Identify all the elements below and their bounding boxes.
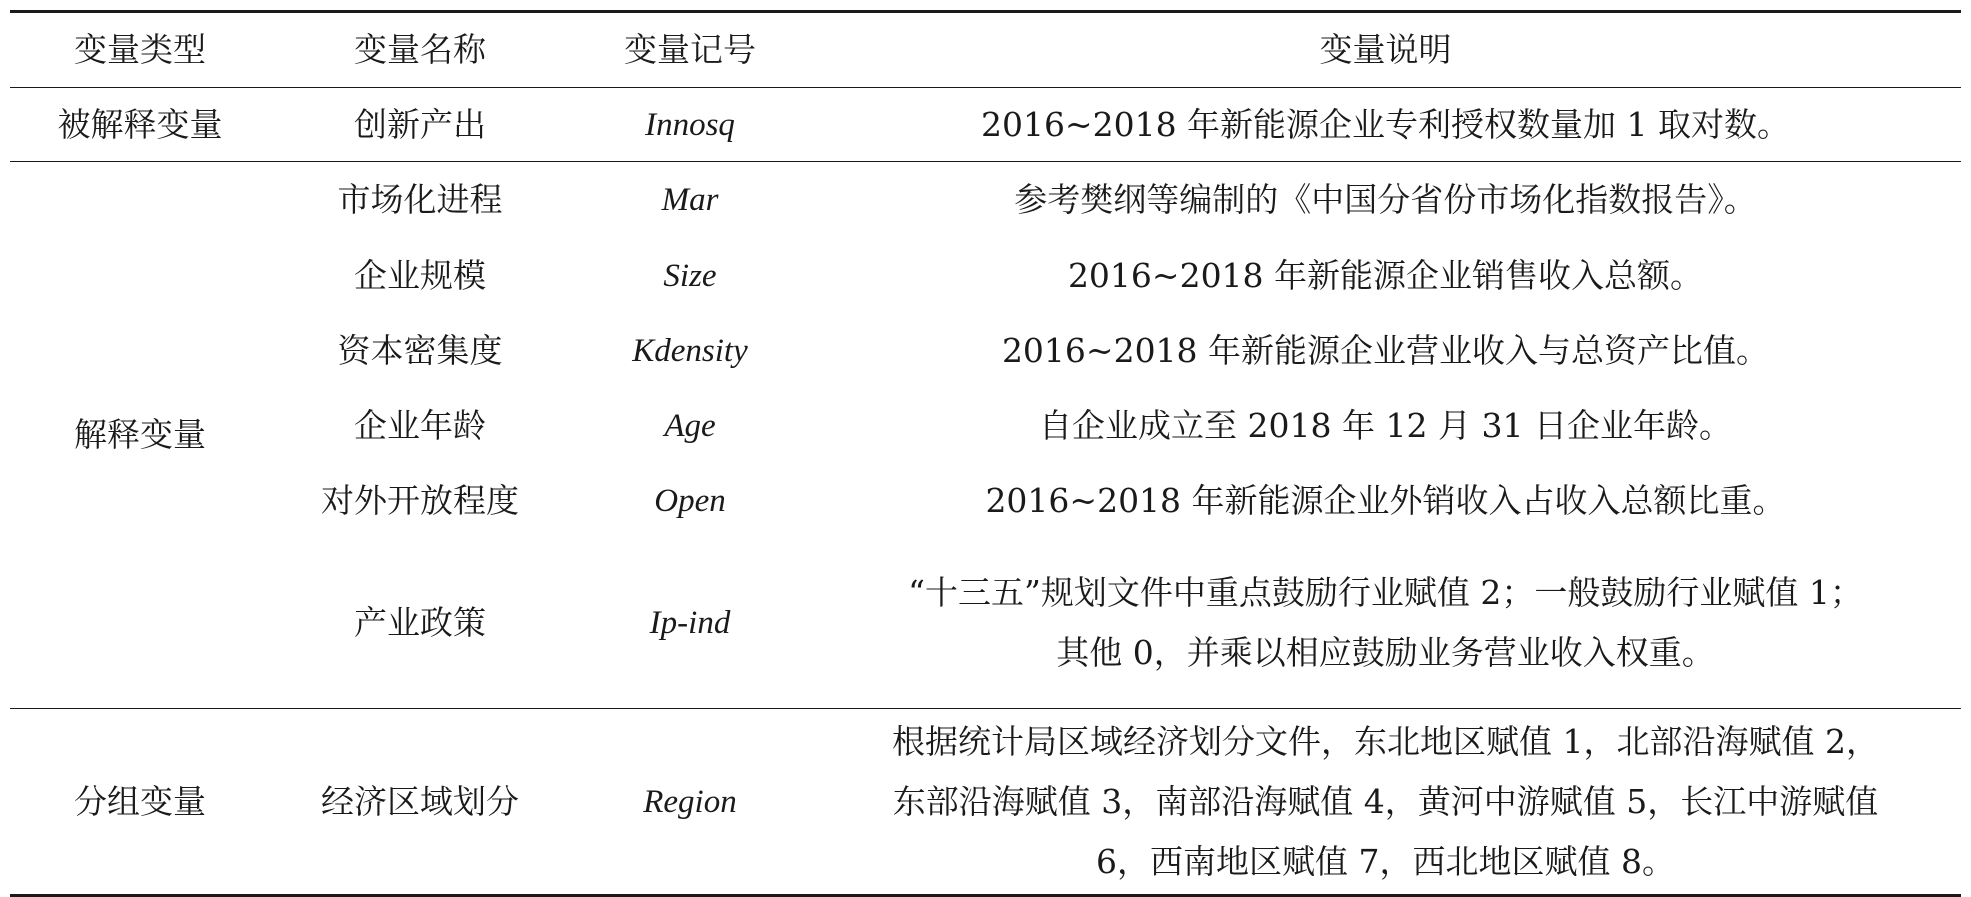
- variable-name-cell: 产业政策: [270, 538, 570, 709]
- table-row: [10, 162, 1961, 239]
- variable-description-cell: [810, 463, 1961, 538]
- variable-symbol-cell: Open: [654, 482, 726, 519]
- variable-type-cell: 被解释变量: [10, 88, 270, 162]
- variable-symbol-cell: Kdensity: [632, 332, 748, 369]
- description-line: 2016~2018 年新能源企业外销收入占收入总额比重。: [985, 480, 1786, 520]
- header-variable-symbol: 变量记号: [570, 12, 810, 88]
- variable-description-cell: [810, 88, 1961, 162]
- variable-description-cell: [810, 313, 1961, 388]
- variable-name-cell: 资本密集度: [337, 330, 503, 370]
- description-line: “十三五”规划文件中重点鼓励行业赋值 2；一般鼓励行业赋值 1；: [908, 573, 1863, 612]
- variable-name-cell: 创新产出: [270, 88, 570, 162]
- table-row: [10, 313, 1961, 388]
- variable-symbol-cell: Innosq: [570, 88, 810, 162]
- variable-definition-table: [10, 10, 1961, 897]
- variable-name-cell: 市场化进程: [337, 180, 503, 219]
- description-line: 参考樊纲等编制的《中国分省份市场化指数报告》。: [1014, 180, 1757, 219]
- description-line: 2016~2018 年新能源企业营业收入与总资产比值。: [1001, 330, 1770, 370]
- description-line: 东部沿海赋值 3，南部沿海赋值 4，黄河中游赋值 5，长江中游赋值: [892, 781, 1879, 821]
- variable-description-cell: [810, 238, 1961, 313]
- variable-symbol-cell: Size: [663, 257, 717, 294]
- table-row: [10, 88, 1961, 162]
- variable-name-cell: 企业规模: [354, 255, 486, 295]
- variable-name-cell: 经济区域划分: [270, 709, 570, 896]
- variable-description-cell: [810, 388, 1961, 463]
- description-line: 6，西南地区赋值 7，西北地区赋值 8。: [1096, 841, 1675, 881]
- description-line: 根据统计局区域经济划分文件，东北地区赋值 1，北部沿海赋值 2，: [892, 721, 1879, 761]
- variable-name-cell: 对外开放程度: [321, 480, 519, 520]
- header-variable-name: 变量名称: [270, 12, 570, 88]
- variable-symbol-cell: Age: [664, 407, 716, 444]
- description-line: 自企业成立至 2018 年 12 月 31 日企业年龄。: [1039, 405, 1732, 445]
- variable-name-cell: 企业年龄: [354, 405, 486, 445]
- header-variable-description: 变量说明: [810, 12, 1961, 88]
- variable-description-cell: [810, 538, 1961, 709]
- table-row: [10, 238, 1961, 313]
- table-header: [10, 12, 1961, 88]
- description-line: 2016~2018 年新能源企业销售收入总额。: [1067, 255, 1704, 295]
- description-line: 2016~2018 年新能源企业专利授权数量加 1 取对数。: [980, 104, 1791, 144]
- variable-symbol-cell: Ip-ind: [570, 538, 810, 709]
- header-variable-type: 变量类型: [10, 12, 270, 88]
- table-row: [10, 463, 1961, 538]
- variable-description-cell: [810, 162, 1961, 239]
- variable-symbol-cell: Mar: [661, 182, 719, 218]
- variable-type-cell: 解释变量: [10, 162, 270, 709]
- header-row: [10, 12, 1961, 88]
- table-body: [10, 88, 1961, 896]
- table-row: [10, 709, 1961, 896]
- table-row: [10, 388, 1961, 463]
- description-line: 其他 0，并乘以相应鼓励业务营业收入权重。: [1056, 633, 1715, 672]
- variable-type-cell: 分组变量: [10, 709, 270, 896]
- variable-symbol-cell: Region: [570, 709, 810, 896]
- table-row: [10, 538, 1961, 709]
- variable-description-cell: [810, 709, 1961, 896]
